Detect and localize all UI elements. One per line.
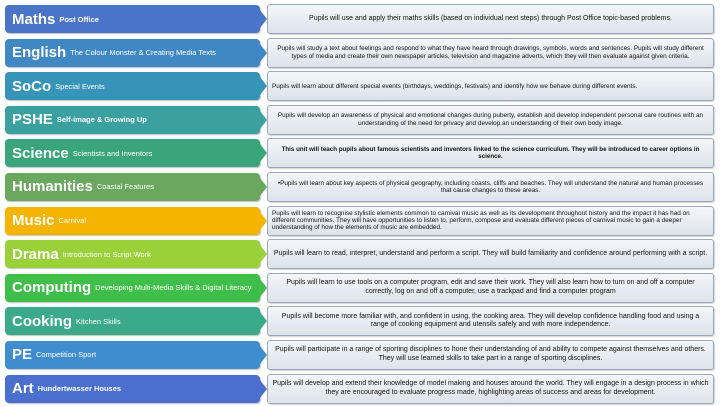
curriculum-row xyxy=(3,206,715,240)
connector-arrow xyxy=(260,245,267,263)
topic-title: Hundertwasser Houses xyxy=(37,384,122,394)
curriculum-row xyxy=(3,4,715,38)
connector-arrow xyxy=(260,178,267,196)
topic-title: Developing Multi-Media Skills & Digital Literacy xyxy=(95,283,252,293)
topic-title: Introduction to Script Work xyxy=(62,249,151,259)
description-box: Pupils will learn about different special events (birthdays, weddings, festivals) and identify how we behave during different events. xyxy=(267,71,714,101)
description-box: Pupils will use and apply their maths skills (based on individual next steps) through Post Office topic-based problems. xyxy=(267,4,714,34)
topic-title: Kitchen Skills xyxy=(76,316,121,326)
description-box: Pupils will develop and extend their knowledge of model making and houses around the world. They will engage in a design process in which they are encouraged to evaluate progress made, highlighting areas of success and areas for development. xyxy=(267,374,714,404)
subject-label xyxy=(5,139,260,167)
subject-name: Computing xyxy=(12,279,92,297)
topic-title: Carnival xyxy=(58,216,87,226)
subject-label xyxy=(5,240,260,268)
subject-label xyxy=(5,72,260,100)
curriculum-row xyxy=(3,374,715,407)
subject-label xyxy=(5,207,260,235)
curriculum-row xyxy=(3,105,715,139)
subject-label xyxy=(5,5,260,33)
topic-title: Self-image & Growing Up xyxy=(56,115,147,125)
description-box: This unit will teach pupils about famous scientists and inventors linked to the science curriculum. They will be introduced to career options in science. xyxy=(267,138,714,168)
description-box: Pupils will become more familiar with, and confident in using, the cooking area. They will develop confidence handling food and using a range of cooking equipment and utensils safely and with more independence. xyxy=(267,306,714,336)
connector-arrow xyxy=(260,346,267,364)
curriculum-row xyxy=(3,172,715,206)
curriculum-row xyxy=(3,138,715,172)
connector-arrow xyxy=(260,212,267,230)
description-box: Pupils will study a text about feelings and respond to what they have heard through drawings, symbols, words and sentences. Pupils will study different types of media and create their own newspaper articles, television and magazine adverts, which they will then evaluate against given criteria. xyxy=(267,38,714,68)
description-box: •Pupils will learn about key aspects of physical geography, including coasts, cliffs and beaches. They will understand the natural and human processes that cause changes to these areas. xyxy=(267,172,714,202)
curriculum-row xyxy=(3,340,715,374)
curriculum-row xyxy=(3,38,715,72)
connector-arrow xyxy=(260,144,267,162)
subject-label xyxy=(5,39,260,67)
topic-title: Scientists and Inventors xyxy=(72,148,153,158)
subject-label xyxy=(5,274,260,302)
subject-name: Drama xyxy=(12,245,59,263)
description-box: Pupils will learn to use tools on a computer program, edit and save their work. They will also learn how to turn on and off a computer correctly, log on and off a computer, use a trackpad and find a computer program xyxy=(267,273,714,303)
connector-arrow xyxy=(260,10,267,28)
description-box: Pupils will learn to read, interpret, understand and perform a script. They will build familiarity and confidence around performing with a script. xyxy=(267,239,714,269)
subject-label xyxy=(5,341,260,369)
curriculum-row xyxy=(3,71,715,105)
subject-name: Humanities xyxy=(12,178,93,196)
description-box: Pupils will learn to recognise stylistic elements common to carnival music as well as its development throughout history and the impact it has had on different communities. They will have opportunities to listen to, perform, compose and evaluate different pieces of carnival music to gain a deeper understanding of how the elements of music are embedded. xyxy=(267,206,714,236)
curriculum-row xyxy=(3,273,715,307)
subject-name: English xyxy=(12,44,67,62)
topic-title: Post Office xyxy=(59,14,99,24)
topic-title: Special Events xyxy=(55,81,105,91)
connector-arrow xyxy=(260,77,267,95)
subject-name: Maths xyxy=(12,10,56,28)
subject-name: Science xyxy=(12,144,69,162)
topic-title: The Colour Monster & Creating Media Texts xyxy=(70,48,216,58)
curriculum-row xyxy=(3,306,715,340)
subject-name: Art xyxy=(12,380,34,398)
connector-arrow xyxy=(260,380,267,398)
description-box: Pupils will develop an awareness of physical and emotional changes during puberty, establish and develop independent personal care routines with an understanding of the need for privacy and develop an understanding of their own body image. xyxy=(267,105,714,135)
description-box: Pupils will participate in a range of sporting disciplines to hone their understanding of and ability to compete against themselves and others. They will use learned skills to take part in a range of sporting disciplines. xyxy=(267,340,714,370)
connector-arrow xyxy=(260,279,267,297)
subject-name: PE xyxy=(12,346,33,364)
topic-title: Competition Sport xyxy=(36,350,97,360)
subject-label xyxy=(5,106,260,134)
connector-arrow xyxy=(260,111,267,129)
curriculum-row xyxy=(3,239,715,273)
subject-name: PSHE xyxy=(12,111,53,129)
subject-name: Music xyxy=(12,212,55,230)
subject-label xyxy=(5,173,260,201)
subject-label xyxy=(5,307,260,335)
subject-label xyxy=(5,375,260,403)
curriculum-overview xyxy=(3,4,715,407)
topic-title: Coastal Features xyxy=(96,182,154,192)
subject-name: Cooking xyxy=(12,312,72,330)
subject-name: SoCo xyxy=(12,77,52,95)
connector-arrow xyxy=(260,44,267,62)
connector-arrow xyxy=(260,312,267,330)
